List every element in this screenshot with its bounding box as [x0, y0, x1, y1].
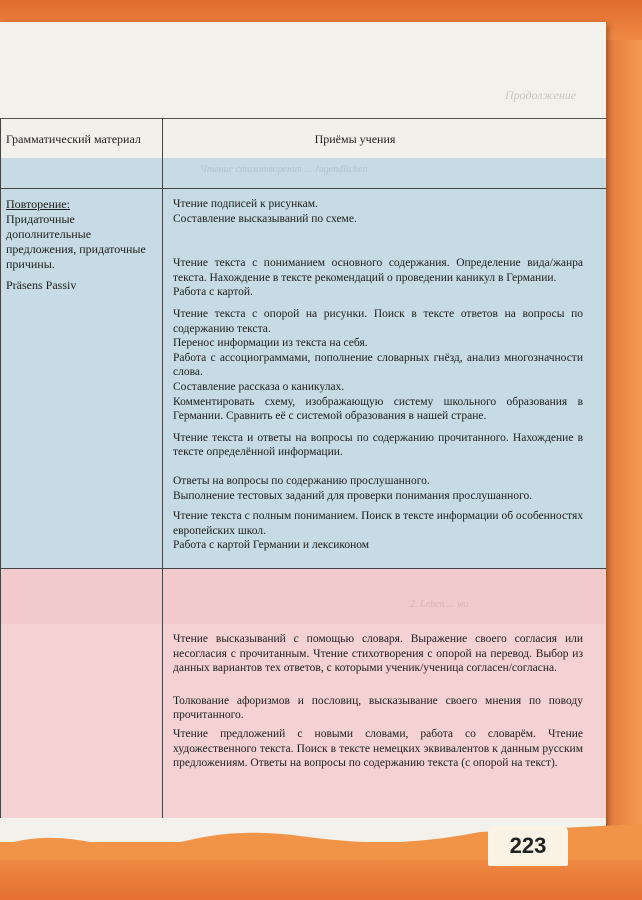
method-item: Чтение текста с опорой на рисунки. Поиск в тексте ответов на вопросы по содержанию текста.: [173, 307, 583, 335]
method-item: Работа с картой.: [173, 286, 253, 299]
method-item: Чтение текста с пониманием основного содержания. Определение вида/жанра текста. Нахождение в тексте рекомендаций о проведении каникул в Германии.: [173, 257, 583, 284]
section-blue-body: [0, 188, 606, 569]
bleed-through-text: 2. Leben ... wo: [410, 599, 469, 610]
section-blue: [0, 158, 606, 568]
method-item: Толкование афоризмов и пословиц, высказывание своего мнения по поводу прочитанного.: [173, 694, 583, 722]
method-item: Чтение текста с полным пониманием. Поиск в тексте информации об особенностях европейских школ.: [173, 510, 583, 537]
book-page: [0, 22, 606, 878]
grammar-passiv: Präsens Passiv: [6, 278, 77, 292]
method-item: Чтение высказываний с помощью словаря. Выражение своего согласия или несогласия с прочитанным. Чтение стихотворения с опорой на перевод. Выбор из данных вариантов тех ответов, с которыми ученик/ученица согласен/согласна.: [173, 633, 583, 675]
methods-cell-2: [173, 632, 583, 771]
method-item: Ответы на вопросы по содержанию прослушанного.: [173, 474, 430, 487]
method-item: Чтение предложений с новыми словами, работа со словарём. Чтение художественного текста. Поиск в тексте немецких эквивалентов к данным русским предложениям. Ответы на вопросы по содержанию текста (с опорой на текст).: [173, 727, 583, 770]
repeat-label: Повторение:: [6, 197, 70, 211]
grammar-cell-1: [6, 197, 158, 293]
bleed-through-text: Чтение стихотворения ... Jugendlichen: [200, 164, 368, 175]
curriculum-table: [0, 118, 606, 818]
right-orange-strip: [606, 40, 642, 900]
method-item: Работа с картой Германии и лексиконом: [173, 539, 370, 552]
left-border: [0, 118, 1, 818]
method-item: Перенос информации из текста на себя.: [173, 337, 368, 350]
grammar-clauses: Придаточные дополнительные предложения, придаточные причины.: [6, 212, 146, 271]
method-item: Выполнение тестовых заданий для проверки понимания прослушанного.: [173, 489, 533, 502]
section-pink: [0, 624, 606, 818]
header-grammar: Грамматический материал: [6, 131, 141, 146]
method-item: Чтение подписей к рисункам.: [173, 198, 318, 210]
section-separator-pink: [0, 568, 606, 626]
column-divider: [162, 118, 163, 818]
table-header: [0, 118, 606, 160]
header-methods: Приёмы учения: [314, 131, 396, 146]
method-item: Работа с ассоциограммами, пополнение словарных гнёзд, анализ многозначности слова.: [173, 351, 583, 379]
method-item: Составление рассказа о каникулах.: [173, 380, 345, 393]
method-item: Чтение текста и ответы на вопросы по содержанию прочитанного. Нахождение в тексте определённой информации.: [173, 431, 583, 459]
method-item: Составление высказываний по схеме.: [173, 212, 357, 225]
running-header: Продолжение: [505, 88, 577, 102]
methods-cell-1: [173, 197, 583, 553]
page-number: 223: [488, 826, 568, 866]
method-item: Комментировать схему, изображающую систему школьного образования в Германии. Сравнить её с системой образования в нашей стране.: [173, 395, 583, 423]
